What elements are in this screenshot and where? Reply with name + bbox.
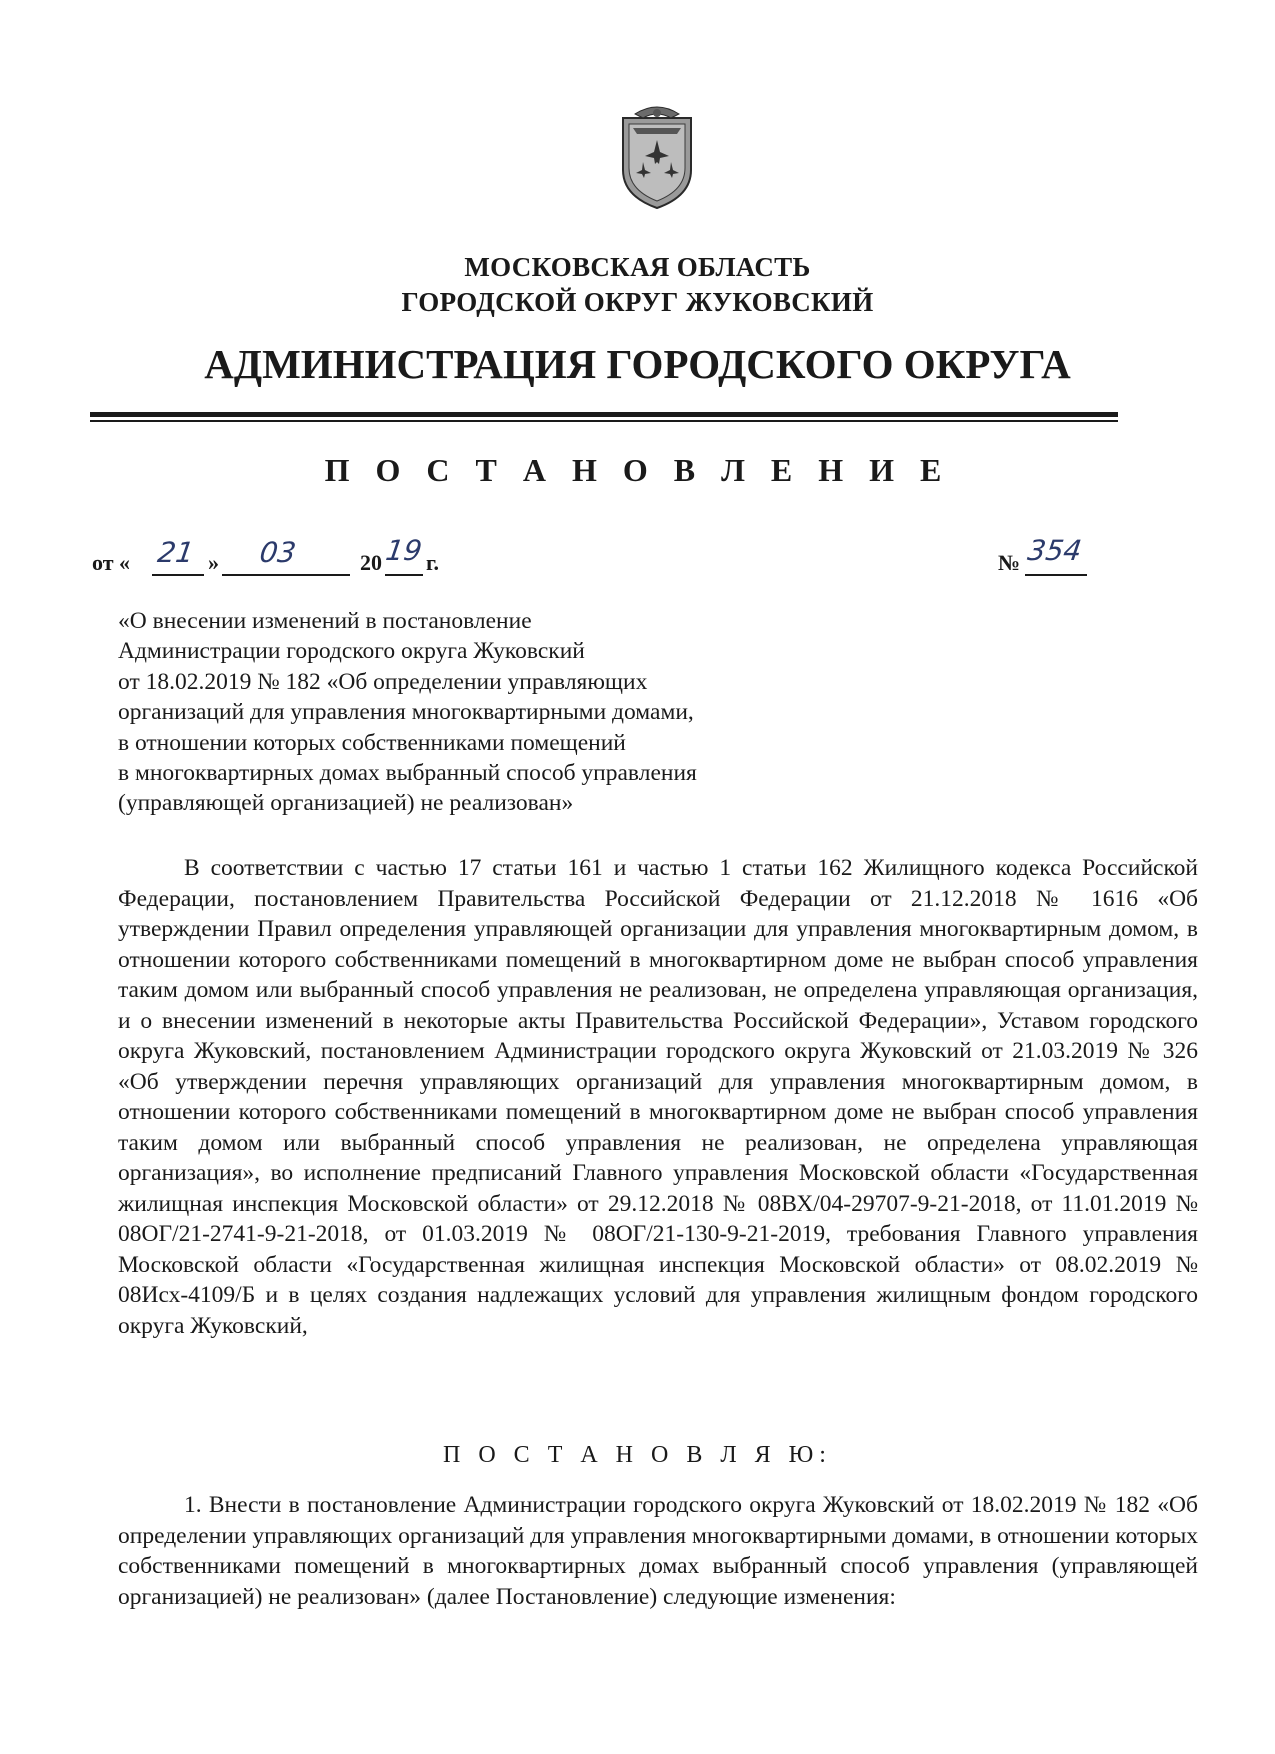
subject-line: в отношении которых собственниками помещений bbox=[118, 729, 626, 756]
district-name: ГОРОДСКОЙ ОКРУГ ЖУКОВСКИЙ bbox=[401, 287, 874, 317]
date-year: 19 bbox=[383, 534, 424, 567]
date-prefix: от « bbox=[92, 550, 131, 575]
region-name: МОСКОВСКАЯ ОБЛАСТЬ bbox=[464, 252, 811, 282]
month-underline bbox=[222, 574, 350, 576]
number-label: № bbox=[998, 550, 1021, 575]
subject-line: организаций для управления многоквартирными домами, bbox=[118, 699, 694, 726]
subject-line: «О внесении изменений в постановление bbox=[118, 608, 532, 634]
date-month: 03 bbox=[257, 536, 298, 569]
date-number-line bbox=[92, 534, 1122, 578]
header-rule-thin bbox=[90, 420, 1118, 422]
administration-title: АДМИНИСТРАЦИЯ ГОРОДСКОГО ОКРУГА bbox=[204, 341, 1071, 387]
subject-line: в многоквартирных домах выбранный способ управления bbox=[118, 760, 697, 787]
header-rule-thick bbox=[90, 412, 1118, 417]
date-year-end: г. bbox=[426, 550, 440, 575]
number-underline bbox=[1025, 574, 1087, 576]
document-type: П О С Т А Н О В Л Е Н И Е bbox=[324, 452, 951, 488]
document-number: 354 bbox=[1025, 534, 1084, 567]
coat-of-arms-icon bbox=[613, 100, 701, 212]
date-year-prefix: 20 bbox=[360, 550, 382, 575]
date-day: 21 bbox=[155, 536, 196, 569]
document-subject bbox=[118, 606, 798, 819]
preamble-paragraph: В соответствии с частью 17 статьи 161 и частью 1 статьи 162 Жилищного кодекса Российской Федерации, постановлением Правительства Российской Федерации от 21.12.2018 № 1616 «Об утверждении Правил определения управляющей организации для управления многоквартирным домом, в отношении которого собственниками помещений в многоквартирном доме не выбран способ управления таким домом или выбранный способ управления не реализован, не определена управляющая организация, и о внесении изменений в некоторые акты Правительства Российской Федерации», Уставом городского округа Жуковский, постановлением Администрации городского округа Жуковский от 21.03.2019 № 326 «Об утверждении перечня управляющих организаций для управления многоквартирным домом, в отношении которого собственниками помещений в многоквартирном доме не выбран способ управления таким домом или выбранный способ управления не реализован, не определена управляющая организация», во исполнение предписаний Главного управления Московской области «Государственная жилищная инспекция Московской области» от 29.12.2018 № 08ВХ/04-29707-9-21-2018, от 11.01.2019 № 08ОГ/21-2741-9-21-2018, от 01.03.2019 № 08ОГ/21-130-9-21-2019, требования Главного управления Московской области «Государственная жилищная инспекция Московской области» от 08.02.2019 № 08Исх-4109/Б и в целях создания надлежащих условий для управления жилищным фондом городского округа Жуковский, bbox=[118, 855, 1198, 1339]
resolve-heading: П О С Т А Н О В Л Я Ю: bbox=[443, 1442, 832, 1468]
date-close-quote: » bbox=[208, 550, 219, 575]
item-1-paragraph: 1. Внести в постановление Администрации городского округа Жуковский от 18.02.2019 № 182 «Об определении управляющих организаций для управления многоквартирными домами, в отношении которых собственниками помещений в многоквартирных домах выбранный способ управления (управляющей организацией) не реализован» (далее Постановление) следующие изменения: bbox=[118, 1492, 1198, 1610]
subject-line: (управляющей организацией) не реализован» bbox=[118, 790, 574, 817]
subject-line: Администрации городского округа Жуковский bbox=[118, 638, 585, 665]
subject-line: от 18.02.2019 № 182 «Об определении управляющих bbox=[118, 668, 648, 695]
year-underline bbox=[385, 574, 423, 576]
day-underline bbox=[152, 574, 204, 576]
